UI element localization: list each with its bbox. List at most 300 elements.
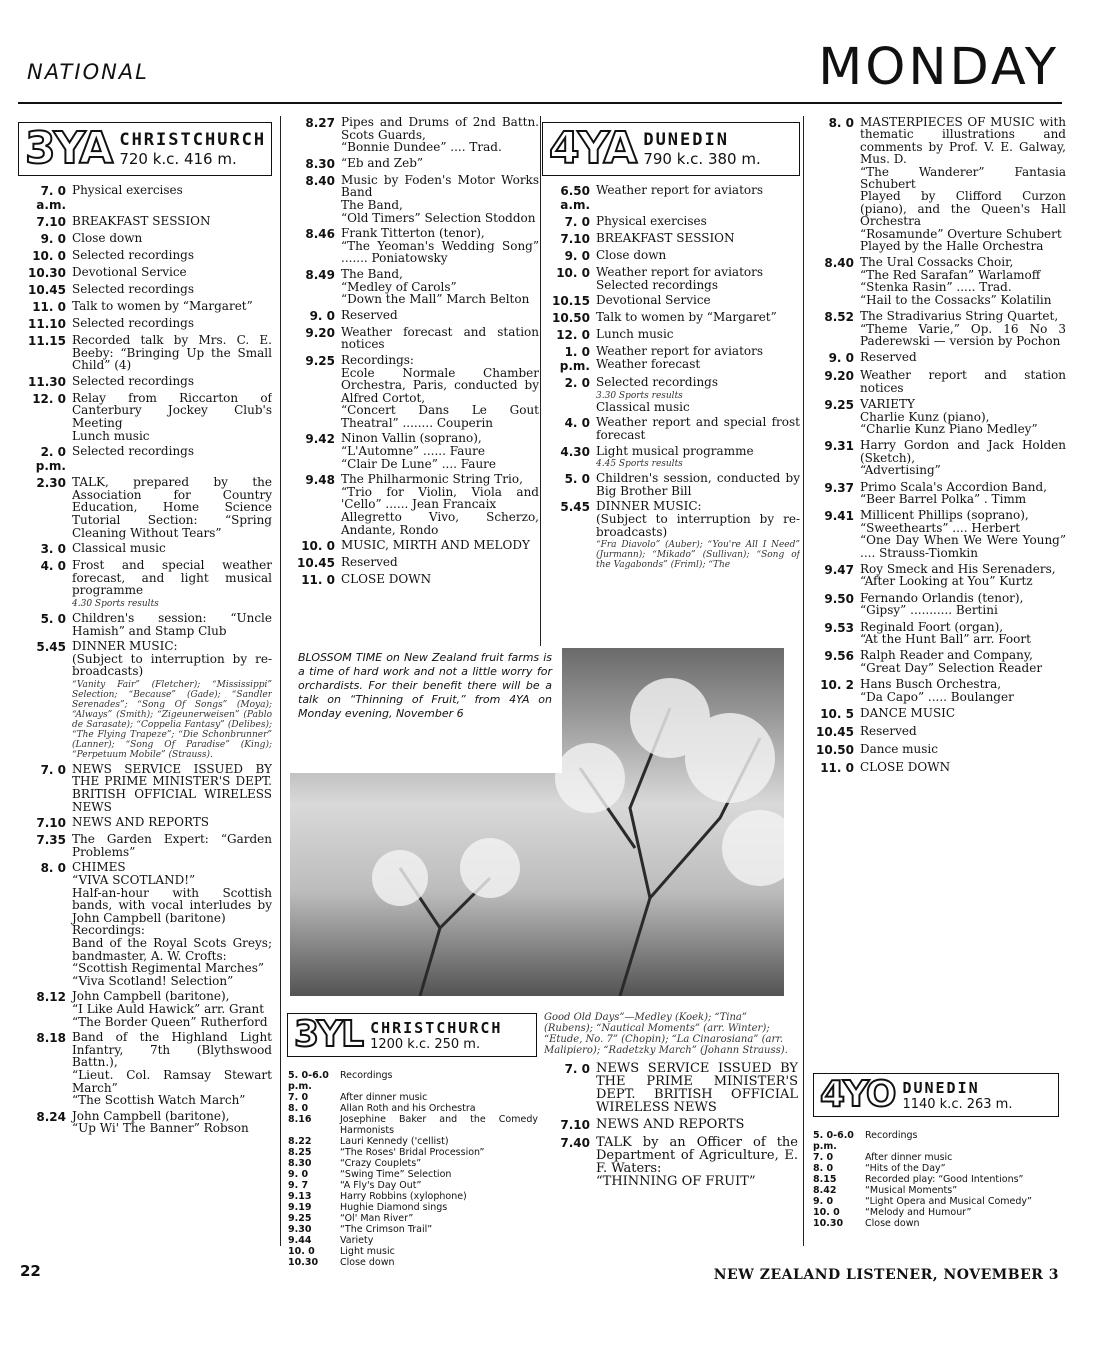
schedule-time: 9.48 — [305, 473, 335, 488]
schedule-time: 9.25 — [305, 353, 335, 368]
schedule-time: 8.12 — [36, 990, 66, 1005]
schedule-text — [72, 215, 272, 229]
schedule-time: 8. 0 — [828, 116, 854, 130]
programme-title: Relay from Riccarton of Canterbury Jockey Club's Meeting Lunch music — [72, 390, 272, 443]
schedule-entry — [806, 725, 1066, 739]
programme-title: Dance music — [860, 742, 938, 757]
schedule-text — [72, 640, 272, 760]
schedule-text — [860, 678, 1066, 703]
schedule-text — [860, 725, 1066, 739]
schedule-text — [72, 184, 272, 212]
schedule-entry — [288, 1224, 538, 1235]
schedule-text — [72, 232, 272, 246]
programme-title: “Crazy Couplets” — [340, 1158, 422, 1169]
schedule-time: 8.46 — [305, 227, 335, 242]
schedule-text — [340, 1257, 538, 1268]
schedule-text — [865, 1174, 1063, 1185]
programme-title: Close down — [72, 231, 143, 245]
schedule-entry — [18, 861, 272, 987]
programme-title: After dinner music — [340, 1092, 428, 1103]
schedule-entry — [288, 1202, 538, 1213]
schedule-entry — [806, 351, 1066, 365]
programme-title: BREAKFAST SESSION — [72, 214, 211, 228]
programme-title: Music by Foden's Motor Works Band The Band, “Old Timers” Selection Stoddon — [341, 172, 539, 225]
station-name: DUNEDIN — [902, 1078, 980, 1097]
programme-title: The Stradivarius String Quartet, “Theme Varie,” Op. 16 No 3 Paderewski — version by Pochon — [860, 309, 1066, 348]
schedule-text — [596, 445, 800, 470]
programme-title: DINNER MUSIC: (Subject to interruption by re-broadcasts) — [596, 499, 800, 539]
schedule-time: 10.30 — [28, 266, 66, 280]
schedule-text — [596, 376, 800, 413]
programme-list — [542, 184, 800, 570]
schedule-time: 9.19 — [288, 1202, 312, 1213]
schedule-time: 9.42 — [305, 432, 335, 447]
programme-title: Close down — [596, 248, 667, 262]
schedule-text — [341, 116, 539, 154]
schedule-time: 8.15 — [813, 1174, 837, 1185]
schedule-time: 1. 0 p.m. — [559, 345, 590, 374]
schedule-time: 9.50 — [824, 591, 854, 606]
schedule-time: 7.10 — [36, 816, 66, 831]
schedule-time: 8.30 — [288, 1158, 312, 1169]
schedule-text — [596, 472, 800, 497]
schedule-text — [596, 1136, 798, 1188]
programme-title: Selected recordings — [72, 444, 195, 459]
programme-title: Classical music — [72, 541, 166, 556]
programme-list — [542, 1062, 798, 1188]
schedule-text — [72, 392, 272, 442]
schedule-text — [596, 232, 800, 246]
schedule-time: 4.30 — [560, 444, 590, 459]
schedule-time: 9. 0 — [288, 1169, 309, 1180]
schedule-text — [596, 215, 800, 229]
station-frequency: 1200 k.c. 250 m. — [370, 1036, 481, 1052]
schedule-time: 5. 0-6.0 p.m. — [813, 1130, 854, 1152]
schedule-text — [860, 707, 1066, 721]
schedule-entry — [542, 294, 800, 308]
programme-title: BREAKFAST SESSION — [596, 231, 735, 245]
programme-title: Recordings — [865, 1130, 918, 1141]
schedule-entry — [542, 184, 800, 212]
schedule-text — [340, 1147, 538, 1158]
schedule-time: 8.49 — [305, 267, 335, 282]
programme-title: MASTERPIECES OF MUSIC with thematic illustrations and comments by Prof. V. E. Galway, Mus. D. “The Wanderer” Fantasia Schubert Played by Clifford Curzon (piano), and the Queen's Hall Orchestra “Rosamunde” Overture Schubert Played by the Halle Orchestra — [860, 116, 1066, 254]
schedule-entry — [18, 300, 272, 314]
schedule-entry — [18, 816, 272, 830]
schedule-text — [340, 1136, 538, 1147]
schedule-text — [340, 1103, 538, 1114]
schedule-entry — [287, 473, 539, 536]
schedule-entry — [18, 833, 272, 858]
schedule-entry — [18, 763, 272, 813]
station-4ya-header — [542, 122, 800, 176]
programme-title: Talk to women by “Margaret” — [596, 310, 777, 325]
schedule-time: 7.35 — [36, 833, 66, 848]
schedule-text — [596, 345, 800, 373]
schedule-entry — [288, 1180, 538, 1191]
photo-caption: BLOSSOM TIME on New Zealand fruit farms is a time of hard work and not a little worry for orchardists. For their benefit there will be a talk on “Thinning of Fruit,” from 4YA on Monday evening, November 6 — [298, 651, 552, 720]
schedule-time: 5. 0 — [564, 472, 590, 487]
programme-title: Lauri Kennedy ('cellist) — [340, 1136, 449, 1147]
station-name: CHRISTCHURCH — [119, 130, 267, 150]
schedule-entry — [542, 416, 800, 441]
programme-list — [287, 116, 539, 587]
schedule-text — [860, 761, 1066, 775]
schedule-time: 11. 0 — [820, 761, 854, 776]
programme-title: TALK by an Officer of the Department of Agriculture, E. F. Waters: “THINNING OF FRUIT” — [596, 1135, 798, 1189]
schedule-text — [340, 1114, 538, 1136]
schedule-text — [72, 249, 272, 263]
schedule-time: 7. 0 a.m. — [36, 184, 66, 212]
schedule-entry — [806, 761, 1066, 775]
schedule-time: 10.15 — [552, 294, 590, 309]
schedule-text — [340, 1224, 538, 1235]
schedule-time: 5. 0 — [40, 611, 66, 626]
programme-title: Recordings — [340, 1070, 393, 1081]
schedule-text — [340, 1246, 538, 1257]
schedule-entry — [542, 445, 800, 470]
programme-title: The Garden Expert: “Garden Problems” — [72, 832, 272, 859]
schedule-time: 8. 0 — [813, 1163, 834, 1174]
schedule-entry — [18, 640, 272, 760]
schedule-entry — [813, 1152, 1063, 1163]
schedule-time: 8.42 — [813, 1185, 837, 1196]
programme-title: Weather report for aviators Selected recordings — [596, 265, 764, 292]
schedule-time: 10. 2 — [820, 678, 854, 693]
schedule-entry — [542, 1136, 798, 1188]
station-logo: 3YL — [294, 1014, 363, 1055]
schedule-text — [72, 266, 272, 280]
station-3yl-list — [288, 1070, 538, 1268]
station-4yo-list — [813, 1130, 1063, 1229]
programme-title: Variety — [340, 1235, 374, 1246]
programme-list — [18, 184, 272, 1135]
schedule-entry — [542, 328, 800, 342]
schedule-time: 11. 0 — [301, 573, 335, 588]
programme-title: Frank Titterton (tenor), “The Yeoman's Wedding Song” ....... Poniatowsky — [341, 226, 539, 266]
schedule-time: 9. 0 — [813, 1196, 834, 1207]
schedule-text — [860, 351, 1066, 365]
programme-title: Selected recordings — [72, 373, 195, 388]
schedule-text — [340, 1092, 538, 1103]
schedule-text — [860, 481, 1066, 506]
schedule-time: 10.45 — [28, 283, 66, 297]
schedule-time: 10.45 — [816, 725, 854, 740]
schedule-text — [865, 1152, 1063, 1163]
schedule-text — [596, 311, 800, 325]
programme-title: Recorded play: “Good Intentions” — [865, 1174, 1024, 1185]
schedule-entry — [542, 232, 800, 246]
schedule-text — [340, 1070, 538, 1092]
schedule-entry — [18, 283, 272, 297]
schedule-time: 8.27 — [305, 116, 335, 130]
schedule-entry — [18, 1031, 272, 1107]
programme-title: “The Roses' Bridal Procession” — [340, 1147, 485, 1158]
schedule-entry — [288, 1191, 538, 1202]
programme-title: NEWS AND REPORTS — [72, 815, 209, 830]
schedule-time: 8.16 — [288, 1114, 312, 1125]
schedule-time: 10. 0 — [301, 539, 335, 554]
schedule-entry — [806, 439, 1066, 476]
station-4yo-header — [813, 1073, 1059, 1117]
programme-title: Roy Smeck and His Serenaders, “After Looking at You” Kurtz — [860, 562, 1056, 589]
programme-title: Light musical programme — [596, 443, 754, 458]
schedule-text — [72, 375, 272, 389]
schedule-text — [72, 334, 272, 372]
schedule-text — [341, 268, 539, 306]
schedule-entry — [18, 445, 272, 473]
programme-title: Light music — [340, 1246, 395, 1257]
schedule-text — [72, 283, 272, 297]
schedule-entry — [288, 1070, 538, 1092]
station-logo: 3YA — [25, 123, 112, 174]
schedule-entry — [18, 334, 272, 372]
schedule-time: 8.40 — [305, 173, 335, 188]
schedule-text — [596, 1118, 798, 1132]
day-title: MONDAY — [818, 38, 1059, 97]
schedule-text — [72, 1110, 272, 1135]
programme-title: Classical music — [596, 399, 690, 414]
programme-title: Weather report for aviators — [596, 183, 764, 197]
schedule-time: 8.22 — [288, 1136, 312, 1147]
schedule-time: 7.10 — [560, 1118, 590, 1132]
programme-title: Lunch music — [596, 327, 674, 342]
schedule-time: 3. 0 — [40, 542, 66, 557]
schedule-time: 9.47 — [824, 563, 854, 577]
schedule-time: 5.45 — [560, 500, 590, 515]
schedule-entry — [542, 376, 800, 413]
programme-title: The Philharmonic String Trio, “Trio for Violin, Viola and 'Cello” ...... Jean Francaix Allegretto Vivo, Scherzo, Andante, Rondo — [341, 472, 539, 537]
schedule-entry — [542, 472, 800, 497]
schedule-text — [865, 1218, 1063, 1229]
schedule-time: 9.25 — [288, 1213, 312, 1224]
schedule-time: 10. 0 — [32, 249, 66, 263]
schedule-entry — [18, 542, 272, 556]
schedule-text — [341, 432, 539, 470]
programme-title: “The Crimson Trail” — [340, 1224, 433, 1235]
schedule-time: 9.44 — [288, 1235, 312, 1246]
schedule-entry — [18, 184, 272, 212]
schedule-entry — [288, 1103, 538, 1114]
programme-title: Reginald Foort (organ), “At the Hunt Ball” arr. Foort — [860, 619, 1031, 647]
schedule-text — [341, 556, 539, 570]
schedule-entry — [813, 1163, 1063, 1174]
schedule-entry — [813, 1185, 1063, 1196]
schedule-text — [72, 612, 272, 637]
header-rule — [18, 102, 1062, 104]
schedule-text — [340, 1235, 538, 1246]
schedule-entry — [287, 157, 539, 171]
schedule-time: 9.13 — [288, 1191, 312, 1202]
schedule-entry — [806, 310, 1066, 347]
station-3ya-column — [18, 116, 272, 1235]
schedule-time: 9.37 — [824, 480, 854, 495]
schedule-text — [340, 1158, 538, 1169]
schedule-time: 8.24 — [36, 1109, 66, 1124]
programme-title: Fernando Orlandis (tenor), “Gipsy” ........... Bertini — [860, 590, 1024, 618]
programme-title: Recordings: Ecole Normale Chamber Orchestra, Paris, conducted by Alfred Cortot, “Concert Dans Le Gout Theatral” ........ Couperin — [341, 352, 539, 430]
schedule-time: 2. 0 p.m. — [35, 445, 66, 474]
programme-title: After dinner music — [865, 1152, 953, 1163]
programme-title: CLOSE DOWN — [860, 760, 951, 775]
programme-title: Reserved — [341, 307, 398, 322]
schedule-text — [341, 309, 539, 323]
programme-note: 3.30 Sports results — [596, 390, 683, 401]
schedule-entry — [18, 215, 272, 229]
station-name: CHRISTCHURCH — [370, 1018, 503, 1037]
schedule-time: 7. 0 — [40, 762, 66, 777]
schedule-entry — [287, 326, 539, 351]
schedule-text — [341, 227, 539, 265]
schedule-time: 9.53 — [824, 620, 854, 635]
schedule-entry — [287, 268, 539, 306]
programme-title: Close down — [340, 1257, 395, 1268]
schedule-time: 6.50 a.m. — [560, 184, 590, 212]
station-name: DUNEDIN — [643, 130, 729, 150]
schedule-entry — [288, 1213, 538, 1224]
schedule-text — [340, 1202, 538, 1213]
programme-note: “Vanity Fair” (Fletcher); “Mississippi” Selection; “Because” (Gade); “Sandler Serenades”; “Song Of Songs” (Moya); “Always” (Smith); “Zigeunerweisen” (Pablo de Sarasate); “Coppelia Fantasy” (Delibes); “The Flying Trapeze”; “Die Schonbrunner” (Lanner); “Song Of Paradise” (King); “Perpetuum Mobile” (Strauss). — [72, 679, 272, 760]
programme-title: Harry Gordon and Jack Holden (Sketch), “Advertising” — [860, 438, 1066, 478]
programme-title: Selected recordings — [72, 282, 195, 296]
schedule-entry — [542, 249, 800, 263]
schedule-text — [860, 116, 1066, 252]
schedule-text — [596, 266, 800, 291]
programme-title: “A Fly's Day Out” — [340, 1180, 422, 1191]
schedule-time: 7. 0 — [564, 1062, 590, 1076]
schedule-time: 9. 0 — [564, 249, 590, 263]
programme-title: Pipes and Drums of 2nd Battn. Scots Guards, “Bonnie Dundee” .... Trad. — [341, 116, 539, 155]
schedule-time: 12. 0 — [32, 391, 66, 406]
programme-title: CLOSE DOWN — [341, 572, 432, 587]
schedule-time: 9. 0 — [828, 351, 854, 366]
schedule-entry — [287, 116, 539, 154]
programme-title: Hans Busch Orchestra, “Da Capo” ..... Boulanger — [860, 677, 1014, 704]
schedule-text — [596, 1062, 798, 1114]
schedule-text — [72, 763, 272, 813]
schedule-text — [341, 174, 539, 224]
schedule-time: 4. 0 — [564, 416, 590, 431]
schedule-time: 4. 0 — [40, 559, 66, 574]
schedule-entry — [542, 345, 800, 373]
programme-title: “Light Opera and Musical Comedy” — [865, 1196, 1032, 1207]
programme-title: John Campbell (baritone), “I Like Auld Hawick” arr. Grant “The Border Queen” Rutherford — [72, 989, 268, 1029]
programme-title: “Eb and Zeb” — [341, 155, 424, 170]
schedule-entry — [542, 266, 800, 291]
programme-title: “Swing Time” Selection — [340, 1169, 452, 1180]
schedule-entry — [18, 232, 272, 246]
programme-title: Weather report for aviators Weather forecast — [596, 344, 764, 371]
schedule-time: 7. 0 — [564, 215, 590, 229]
schedule-time: 11.15 — [28, 334, 66, 348]
schedule-entry — [288, 1092, 538, 1103]
programme-title: Children's session, conducted by Big Brother Bill — [596, 471, 800, 498]
programme-title: NEWS SERVICE ISSUED BY THE PRIME MINISTER'S DEPT. BRITISH OFFICIAL WIRELESS NEWS — [596, 1061, 798, 1115]
schedule-entry — [288, 1114, 538, 1136]
schedule-text — [341, 539, 539, 553]
station-frequency: 720 k.c. 416 m. — [119, 150, 237, 168]
schedule-text — [860, 310, 1066, 347]
station-3ya-header — [18, 122, 272, 176]
schedule-time: 9.20 — [305, 325, 335, 340]
programme-title: Physical exercises — [596, 214, 707, 228]
schedule-entry — [18, 392, 272, 442]
schedule-entry — [287, 174, 539, 224]
schedule-time: 10.50 — [552, 311, 590, 326]
schedule-time: 9.41 — [824, 509, 854, 524]
programme-title: Allan Roth and his Orchestra — [340, 1103, 476, 1114]
schedule-entry — [287, 309, 539, 323]
schedule-text — [340, 1191, 538, 1202]
schedule-entry — [18, 476, 272, 539]
column-divider — [280, 116, 281, 1246]
schedule-text — [72, 861, 272, 987]
schedule-entry — [542, 1062, 798, 1114]
schedule-text — [860, 563, 1066, 588]
schedule-text — [865, 1196, 1063, 1207]
schedule-time: 10. 0 — [556, 266, 590, 280]
programme-title: Hughie Diamond sings — [340, 1202, 448, 1213]
programme-title: Children's session: “Uncle Hamish” and Stamp Club — [72, 610, 272, 638]
schedule-entry — [287, 227, 539, 265]
schedule-entry — [813, 1207, 1063, 1218]
programme-title: Ninon Vallin (soprano), “L'Automne” ...... Faure “Clair De Lune” .... Faure — [341, 431, 497, 471]
schedule-entry — [806, 369, 1066, 394]
schedule-text — [865, 1185, 1063, 1196]
schedule-time: 9.20 — [824, 369, 854, 384]
schedule-entry — [813, 1196, 1063, 1207]
programme-title: VARIETY Charlie Kunz (piano), “Charlie Kunz Piano Medley” — [860, 397, 1038, 436]
schedule-entry — [806, 398, 1066, 435]
schedule-entry — [288, 1235, 538, 1246]
schedule-text — [341, 573, 539, 587]
schedule-entry — [288, 1136, 538, 1147]
schedule-entry — [288, 1257, 538, 1268]
programme-note: “Fra Diavolo” (Auber); “You're All I Need” (Jurmann); “Mikado” (Sullivan); “Song of the Vagabonds” (Friml); “The — [596, 540, 800, 571]
programme-title: TALK, prepared by the Association for Country Education, Home Science Tutorial Section: “Spring Cleaning Without Tears” — [72, 475, 272, 540]
programme-title: CHIMES “VIVA SCOTLAND!” Half-an-hour with Scottish bands, with vocal interludes by John Campbell (baritone) Recordings: Band of the Royal Scots Greys; bandmaster, A. W. Crofts: “Scottish Regimental Marches” “Viva Scotland! Selection” — [72, 860, 272, 988]
schedule-text — [341, 157, 539, 171]
schedule-time: 5.45 — [36, 640, 66, 655]
programme-title: Recorded talk by Mrs. C. E. Beeby: “Bringing Up the Small Child” (4) — [72, 333, 272, 373]
schedule-time: 10. 0 — [288, 1246, 315, 1257]
schedule-text — [72, 833, 272, 858]
station-logo: 4YO — [820, 1074, 895, 1115]
schedule-text — [596, 294, 800, 308]
schedule-text — [340, 1180, 538, 1191]
schedule-entry — [288, 1147, 538, 1158]
schedule-text — [860, 369, 1066, 394]
schedule-entry — [288, 1158, 538, 1169]
schedule-text — [341, 326, 539, 351]
schedule-time: 9.25 — [824, 398, 854, 413]
schedule-text — [860, 439, 1066, 476]
schedule-entry — [813, 1130, 1063, 1152]
schedule-entry — [287, 556, 539, 570]
schedule-time: 8. 0 — [40, 861, 66, 876]
schedule-text — [860, 398, 1066, 435]
schedule-text — [340, 1169, 538, 1180]
programme-title: Primo Scala's Accordion Band, “Beer Barrel Polka” . Timm — [860, 479, 1047, 506]
schedule-time: 5. 0-6.0 p.m. — [288, 1070, 329, 1092]
programme-title: Josephine Baker and the Comedy Harmonists — [340, 1114, 538, 1136]
schedule-entry — [806, 509, 1066, 559]
schedule-entry — [288, 1246, 538, 1257]
schedule-time: 9. 0 — [40, 232, 66, 246]
schedule-time: 10.45 — [297, 556, 335, 571]
programme-title: Weather report and special frost forecast — [596, 415, 800, 442]
schedule-entry — [806, 256, 1066, 306]
